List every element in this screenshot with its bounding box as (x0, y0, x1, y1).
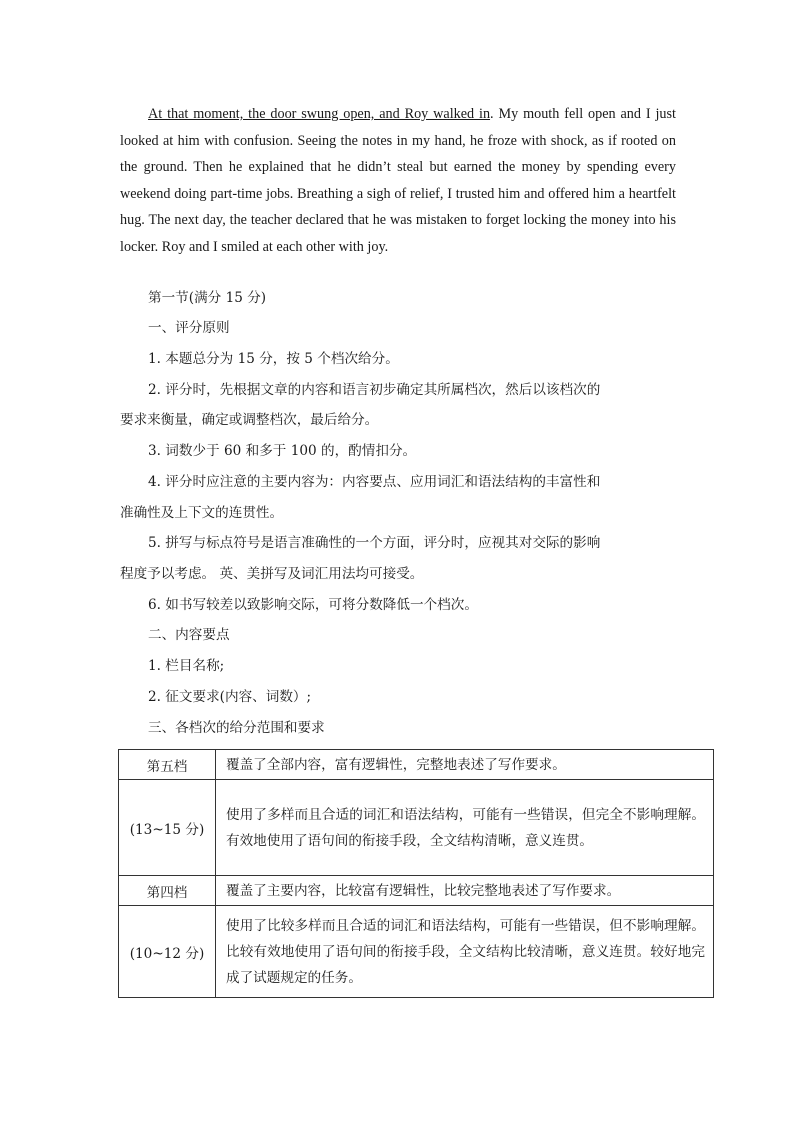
grading-table (118, 749, 714, 998)
rule-line: 2. 评分时，先根据文章的内容和语言初步确定其所属档次，然后以该档次的 (148, 382, 601, 398)
section-title: 第一节(满分 15 分) (148, 290, 267, 306)
rule-line: 6. 如书写较差以致影响交际，可将分数降低一个档次。 (148, 597, 478, 613)
level-name-cell: 第五档 (119, 750, 216, 780)
level-range-cell: (13~15 分) (119, 780, 216, 876)
rule-line: 要求来衡量，确定或调整档次，最后给分。 (120, 412, 379, 428)
level-detail-cell: 使用了比较多样而且合适的词汇和语法结构，可能有一些错误，但不影响理解。比较有效地使用了语句间的衔接手段，全文结构比较清晰，意义连贯。较好地完成了试题规定的任务。 (216, 906, 714, 998)
table-row (119, 876, 714, 906)
rule-line: 1. 本题总分为 15 分，按 5 个档次给分。 (148, 351, 399, 367)
part1-title: 一、评分原则 (148, 320, 230, 336)
rule-line: 4. 评分时应注意的主要内容为：内容要点、应用词汇和语法结构的丰富性和 (148, 474, 601, 490)
underlined-sentence: At that moment, the door swung open, and Roy walked in (148, 106, 491, 122)
level-summary-cell: 覆盖了全部内容，富有逻辑性，完整地表述了写作要求。 (216, 750, 714, 780)
point-line: 2. 征文要求(内容、词数）; (148, 689, 312, 705)
point-line: 1. 栏目名称; (148, 658, 225, 674)
level-range-cell: (10~12 分) (119, 906, 216, 998)
level-summary-cell: 覆盖了主要内容，比较富有逻辑性，比较完整地表述了写作要求。 (216, 876, 714, 906)
table-row (119, 906, 714, 998)
level-detail-cell: 使用了多样而且合适的词汇和语法结构，可能有一些错误，但完全不影响理解。有效地使用了语句间的衔接手段，全文结构清晰，意义连贯。 (216, 780, 714, 876)
rule-line: 5. 拼写与标点符号是语言准确性的一个方面，评分时，应视其对交际的影响 (148, 535, 601, 551)
level-name-cell: 第四档 (119, 876, 216, 906)
english-paragraph (120, 101, 676, 261)
rule-line: 准确性及上下文的连贯性。 (120, 505, 284, 521)
rule-line: 3. 词数少于 60 和多于 100 的，酌情扣分。 (148, 443, 417, 459)
table-row (119, 780, 714, 876)
part2-title: 二、内容要点 (148, 627, 230, 643)
paragraph-text: . My mouth fell open and I just looked at him with confusion. Seeing the notes in my hand, he froze with shock, as if rooted on the ground. Then he explained that he didn’t steal but earned the money by spending every weekend doing part-time jobs. Breathing a sigh of relief, I trusted him and offered him a heartfelt hug. The next day, the teacher declared that he was mistaken to forget locking the money into his locker. Roy and I smiled at each other with joy. (120, 106, 676, 255)
part3-title: 三、各档次的给分范围和要求 (148, 720, 325, 736)
rule-line: 程度予以考虑。 英、美拼写及词汇用法均可接受。 (120, 566, 424, 582)
table-row (119, 750, 714, 780)
